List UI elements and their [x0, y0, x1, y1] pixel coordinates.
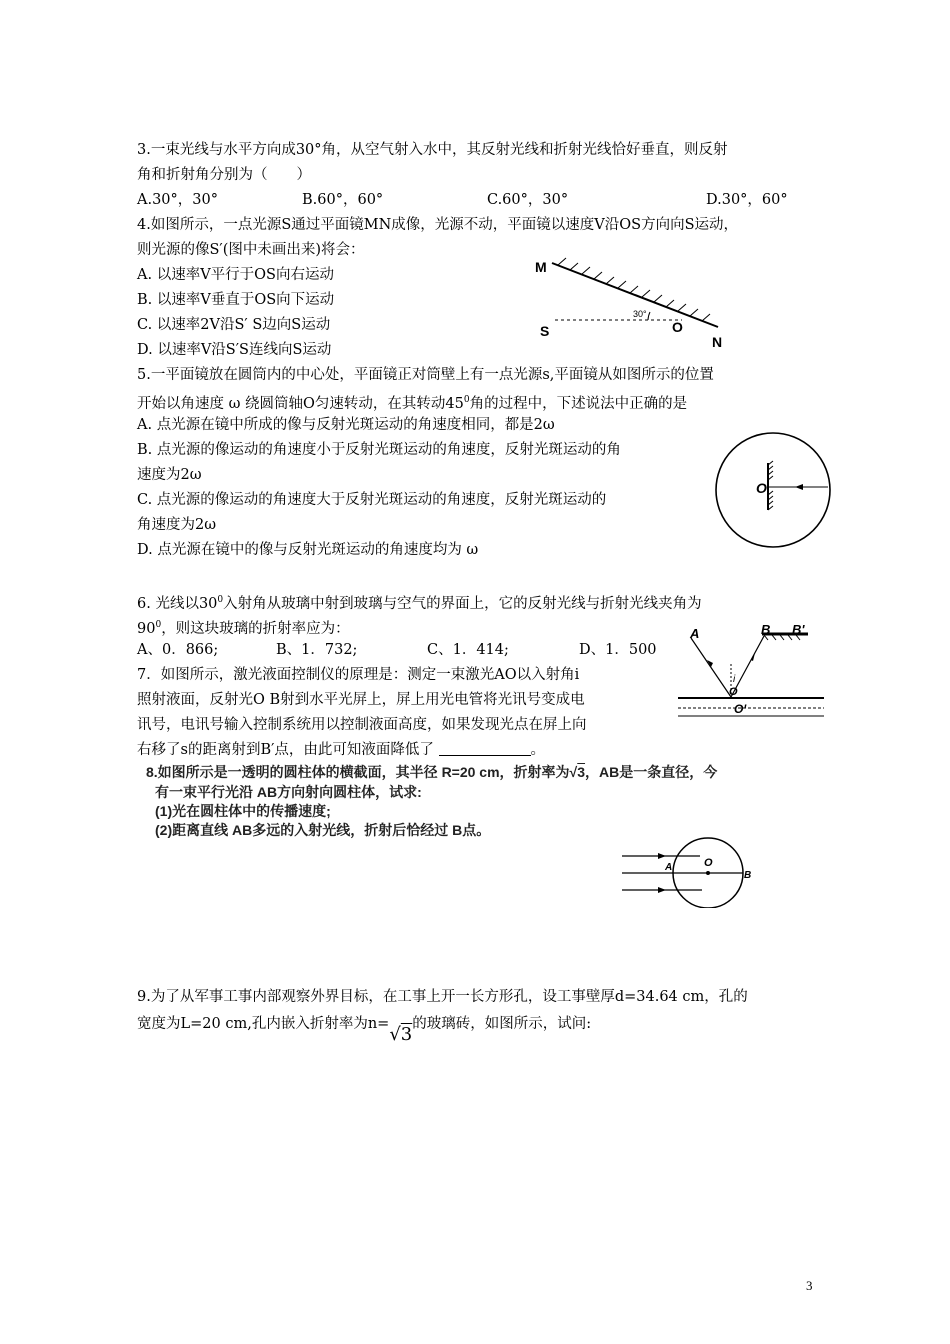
label-m: M: [535, 259, 547, 275]
q5-option-b-line2: 速度为2ω: [137, 467, 202, 483]
cylinder-refraction-diagram: [620, 828, 780, 908]
label-o: O: [756, 480, 767, 496]
q7-line1: 7．如图所示，激光液面控制仪的原理是：测定一束激光AO以入射角i: [137, 667, 580, 683]
label-a: A: [665, 862, 673, 873]
q3-option-c: C.60°，30°: [487, 192, 569, 208]
label-i: i: [733, 674, 736, 685]
label-b: B: [761, 624, 771, 637]
q3-option-b: B.60°，60°: [302, 192, 384, 208]
q3-line1: 3.一束光线与水平方向成30°角，从空气射入水中，其反射光线和折射光线恰好垂直，则反射: [137, 142, 728, 158]
label-o: O: [704, 857, 713, 869]
q3-option-d: D.30°，60°: [706, 192, 788, 208]
laser-level-diagram: [676, 624, 826, 724]
answer-blank: [439, 741, 531, 756]
q6-line1: 6. 光线以$30^0$入射角从玻璃中射到玻璃与空气的界面上，它的反射光线与折射光线夹角为: [137, 595, 702, 612]
q7-line3: 讯号，电讯号输入控制系统用以控制液面高度，如果发现光点在屏上向: [137, 717, 587, 733]
q6-option-c: C、1．414;: [427, 642, 509, 658]
label-o: O: [672, 319, 683, 335]
q7-line4: 右移了s的距离射到B′点，由此可知液面降低了 。: [137, 742, 545, 758]
q4-option-c: C. 以速率2V沿S′ S边向S运动: [137, 317, 331, 333]
q5-line2: 开始以角速度 ω 绕圆筒轴O匀速转动，在其转动$45^0$角的过程中，下述说法中正确的是: [137, 395, 688, 412]
q4-line1: 4.如图所示，一点光源S通过平面镜MN成像，光源不动，平面镜以速度V沿OS方向向S运动，: [137, 217, 739, 233]
q3-option-a: A.30°，30°: [137, 192, 218, 208]
q5-option-b-line1: B. 点光源的像运动的角速度小于反射光斑运动的角速度，反射光斑运动的角: [137, 442, 621, 458]
q8-line1: 8.如图所示是一透明的圆柱体的横截面，其半径 R=20 cm，折射率为√3，AB是一条直径，今: [146, 764, 718, 780]
label-n: N: [712, 334, 723, 350]
q5-option-c-line2: 角速度为2ω: [137, 517, 217, 533]
q6-option-b: B、1．732;: [276, 642, 358, 658]
q8-line3: (1)光在圆柱体中的传播速度;: [155, 803, 331, 819]
q5-line1: 5.一平面镜放在圆筒内的中心处，平面镜正对筒壁上有一点光源s,平面镜从如图所示的位置: [137, 367, 714, 383]
q4-option-d: D. 以速率V沿S′S连线向S运动: [137, 342, 332, 358]
q4-option-b: B. 以速率V垂直于OS向下运动: [137, 292, 335, 308]
label-b-prime: B': [792, 624, 805, 637]
q6-line2: $90^0$，则这块玻璃的折射率应为：: [137, 620, 350, 637]
q5-option-d: D. 点光源在镜中的像与反射光斑运动的角速度均为 ω: [137, 542, 479, 558]
q5-option-a: A. 点光源在镜中所成的像与反射光斑运动的角速度相同，都是2ω: [137, 417, 555, 433]
q3-line2: 角和折射角分别为（ ）: [137, 167, 311, 183]
label-angle: 30°: [633, 309, 647, 319]
mirror-diagram: [530, 254, 730, 350]
label-a: A: [690, 626, 700, 641]
q6-option-d: D、1．500: [579, 642, 657, 658]
q4-option-a: A. 以速率V平行于OS向右运动: [137, 267, 334, 283]
page-number: 3: [806, 1278, 813, 1293]
q8-line2: 有一束平行光沿 AB方向射向圆柱体，试求:: [155, 784, 422, 800]
label-o-prime: O': [734, 702, 747, 716]
cylinder-mirror-diagram: [713, 430, 833, 550]
q7-line2: 照射液面，反射光O B射到水平光屏上，屏上用光电管将光讯号变成电: [137, 692, 585, 708]
label-o: O: [729, 686, 738, 698]
q6-option-a: A、0．866;: [137, 642, 219, 658]
q9-line1: 9.为了从军事工事内部观察外界目标，在工事上开一长方形孔，设工事壁厚d=34.64 cm，孔的: [137, 989, 748, 1005]
q4-line2: 则光源的像S′(图中未画出来)将会：: [137, 242, 365, 258]
label-b: B: [744, 870, 752, 881]
q9-line2: 宽度为L=20 cm,孔内嵌入折射率为n=√3的玻璃砖，如图所示，试问:: [137, 1016, 592, 1045]
q8-line4: (2)距离直线 AB多远的入射光线，折射后恰经过 B点。: [155, 822, 491, 838]
q5-option-c-line1: C. 点光源的像运动的角速度大于反射光斑运动的角速度，反射光斑运动的: [137, 492, 607, 508]
label-s: S: [540, 323, 550, 339]
